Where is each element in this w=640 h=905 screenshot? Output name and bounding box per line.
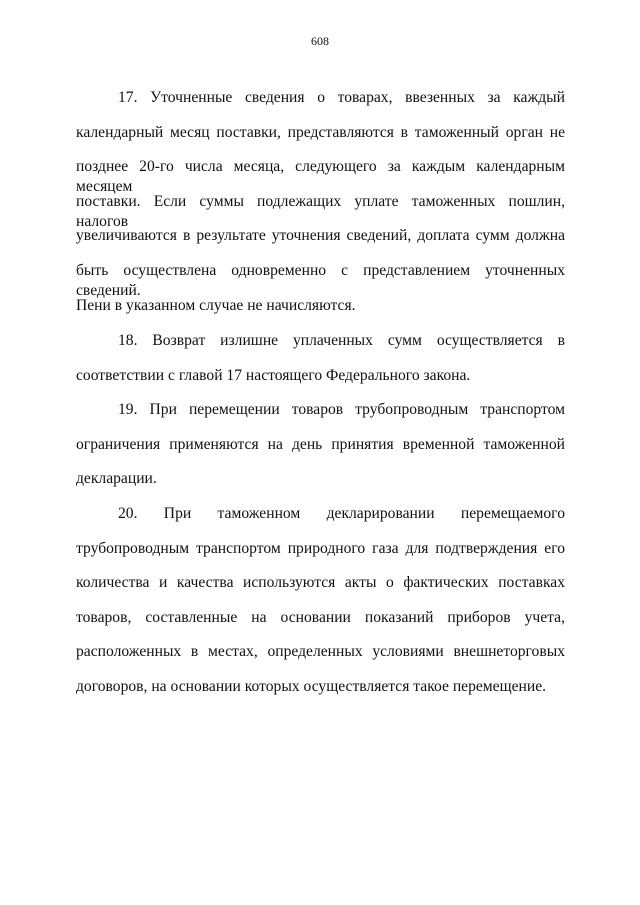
paragraph-1-line: поставки. Если суммы подлежащих уплате таможенных пошлин, налогов bbox=[76, 192, 565, 230]
paragraph-4-line: количества и качества используются акты о фактических поставках bbox=[76, 574, 565, 592]
paragraph-1-line: Пени в указанном случае не начисляются. bbox=[76, 296, 356, 314]
paragraph-1-line: быть осуществлена одновременно с представлением уточненных сведений. bbox=[76, 262, 565, 299]
paragraph-4-line: расположенных в местах, определенных условиями внешнеторговых bbox=[76, 643, 565, 661]
paragraph-3-line: 19. При перемещении товаров трубопроводным транспортом bbox=[118, 401, 565, 418]
paragraph-2-line: 18. Возврат излишне уплаченных сумм осуществляется в bbox=[118, 332, 565, 349]
paragraph-1-line: 17. Уточненные сведения о товарах, ввезенных за каждый bbox=[118, 89, 565, 106]
paragraph-3-line: ограничения применяются на день принятия временной таможенной bbox=[76, 435, 565, 453]
paragraph-4-line: товаров, составленные на основании показаний приборов учета, bbox=[76, 608, 565, 626]
paragraph-2-line: соответствии с главой 17 настоящего Федерального закона. bbox=[76, 366, 471, 384]
paragraph-4-line: договоров, на основании которых осуществляется такое перемещение. bbox=[76, 678, 547, 695]
page-number: 608 bbox=[311, 34, 329, 48]
paragraph-4-line: 20. При таможенном декларировании перемещаемого bbox=[118, 505, 565, 522]
paragraph-3-line: декларации. bbox=[76, 470, 157, 488]
paragraph-1-line: календарный месяц поставки, представляются в таможенный орган не bbox=[76, 123, 565, 141]
paragraph-1-line: увеличиваются в результате уточнения сведений, доплата сумм должна bbox=[76, 227, 565, 245]
paragraph-4-line: трубопроводным транспортом природного газа для подтверждения его bbox=[76, 539, 565, 557]
paragraph-1-line: позднее 20-го числа месяца, следующего за каждым календарным месяцем bbox=[76, 158, 565, 196]
